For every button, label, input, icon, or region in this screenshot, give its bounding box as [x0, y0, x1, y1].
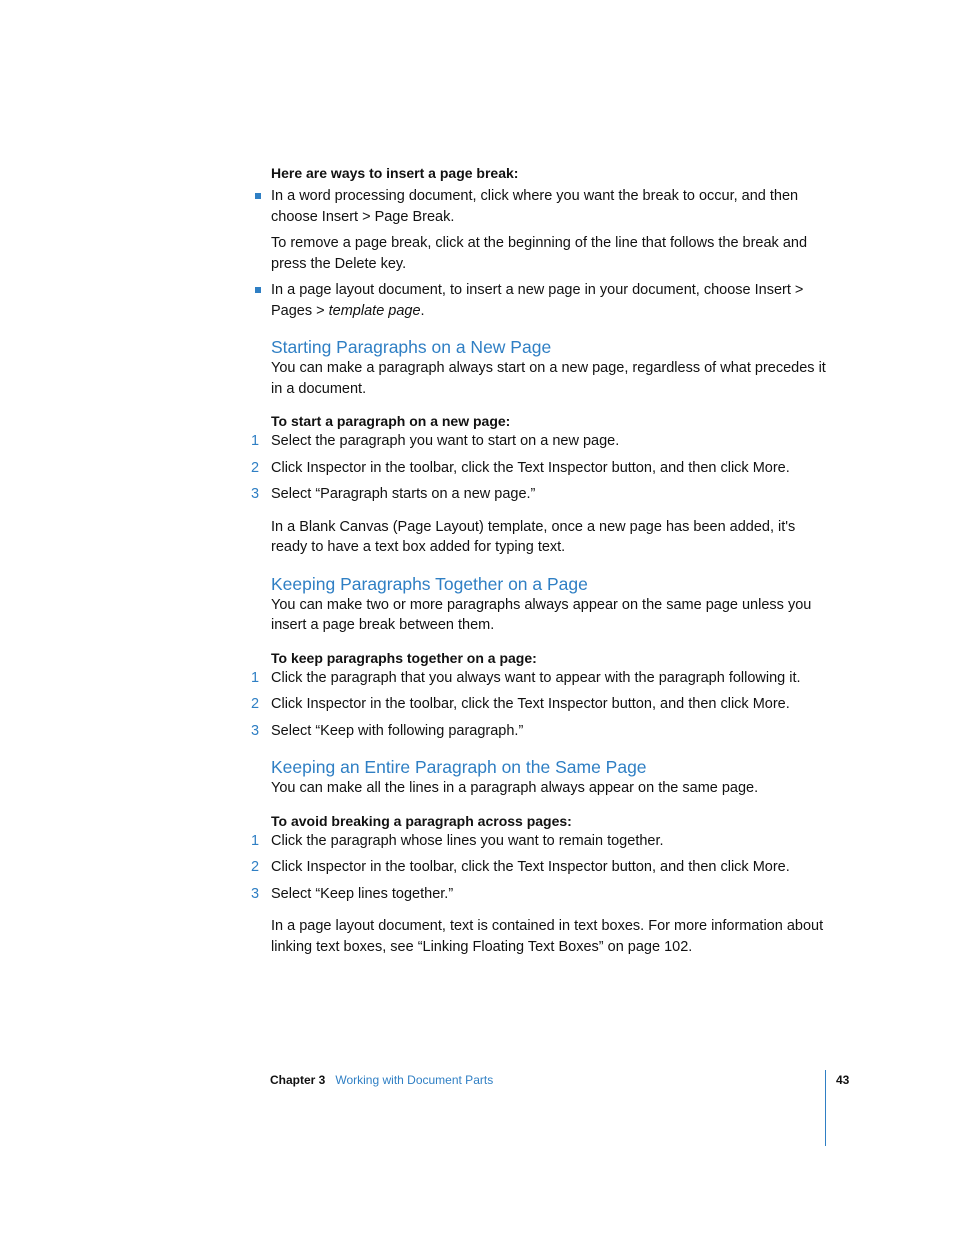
- step-number: 1: [251, 832, 260, 849]
- section-heading: Starting Paragraphs on a New Page: [271, 337, 552, 357]
- numbered-step: [251, 831, 827, 852]
- footer-chapter: Chapter 3: [270, 1073, 326, 1087]
- section-body: You can make a paragraph always start on a new page, regardless of what precedes it in a document.: [271, 360, 826, 397]
- numbered-step: [251, 884, 827, 905]
- step-number: 3: [251, 885, 260, 902]
- intro-lead: Here are ways to insert a page break:: [271, 165, 519, 181]
- step-text: Select “Paragraph starts on a new page.”: [271, 486, 536, 502]
- numbered-step: [251, 458, 827, 479]
- numbered-step: [251, 721, 827, 742]
- numbered-step: [251, 668, 827, 689]
- numbered-step: [251, 694, 827, 715]
- section-note: In a Blank Canvas (Page Layout) template, once a new page has been added, it's ready to have a text box added for typing text.: [271, 518, 796, 555]
- section-body: You can make all the lines in a paragraph always appear on the same page.: [271, 780, 759, 796]
- square-bullet-icon: [255, 287, 261, 293]
- section-heading: Keeping Paragraphs Together on a Page: [271, 573, 588, 594]
- section-lead: To start a paragraph on a new page:: [271, 413, 511, 429]
- bullet-item: [271, 280, 827, 321]
- footer-divider: [825, 1070, 826, 1146]
- step-number: 2: [251, 696, 260, 712]
- step-number: 3: [251, 486, 260, 502]
- step-number: 2: [251, 459, 260, 476]
- numbered-step: [251, 431, 827, 452]
- bullet-italic-text: template page: [328, 302, 421, 319]
- bullet-text: In a word processing document, click where you want the break to occur, and then choose Insert > Page Break.: [271, 188, 799, 225]
- bullet-note: To remove a page break, click at the beginning of the line that follows the break and press the Delete key.: [271, 235, 808, 272]
- step-text: Click the paragraph whose lines you want to remain together.: [271, 832, 664, 849]
- section-lead: To avoid breaking a paragraph across pages:: [271, 812, 572, 829]
- bullet-item: [271, 186, 827, 227]
- step-text: Select “Keep lines together.”: [271, 885, 454, 902]
- page-content: [251, 163, 827, 957]
- page-footer: [270, 1072, 830, 1088]
- section-body: You can make two or more paragraphs always appear on the same page unless you insert a page break between them.: [271, 596, 812, 633]
- square-bullet-icon: [255, 193, 261, 199]
- step-text: Click Inspector in the toolbar, click the Text Inspector button, and then click More.: [271, 459, 790, 476]
- step-number: 1: [251, 433, 260, 449]
- numbered-step: [251, 857, 827, 878]
- step-number: 2: [251, 859, 260, 875]
- footer-chapter-title: Working with Document Parts: [335, 1073, 494, 1087]
- step-text: Click the paragraph that you always want to appear with the paragraph following it.: [271, 669, 801, 686]
- page-number: 43: [836, 1073, 850, 1087]
- numbered-step: [251, 484, 827, 505]
- step-text: Select the paragraph you want to start on a new page.: [271, 433, 620, 449]
- step-number: 3: [251, 722, 260, 739]
- bullet-text: In a page layout document, to insert a new page in your document, choose Insert > Pages >: [271, 282, 804, 319]
- section-note: In a page layout document, text is contained in text boxes. For more information about linking text boxes, see “Linking Floating Text Boxes” on page 102.: [271, 918, 824, 955]
- bullet-end-text: .: [420, 302, 425, 319]
- step-text: Click Inspector in the toolbar, click the Text Inspector button, and then click More.: [271, 859, 790, 875]
- step-text: Click Inspector in the toolbar, click the Text Inspector button, and then click More.: [271, 696, 790, 712]
- step-text: Select “Keep with following paragraph.”: [271, 722, 524, 739]
- section-heading: Keeping an Entire Paragraph on the Same Page: [271, 757, 647, 777]
- step-number: 1: [251, 669, 260, 686]
- section-lead: To keep paragraphs together on a page:: [271, 649, 537, 666]
